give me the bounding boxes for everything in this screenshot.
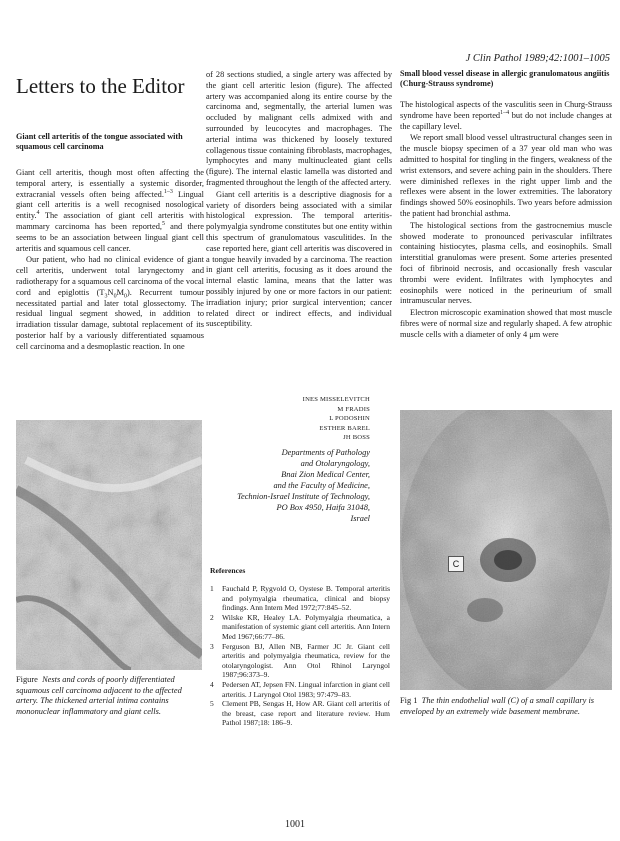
figure-electron-micrograph	[400, 410, 612, 690]
address-line: PO Box 4950, Haifa 31048,	[276, 503, 370, 512]
references-heading: References	[210, 566, 246, 575]
figure-label-c: C	[448, 556, 464, 572]
address-line: Departments of Pathology	[281, 448, 370, 457]
letter1-col1-text	[16, 168, 204, 353]
letter1-paragraph-4: Giant cell arteritis is a descriptive diagnosis for a variety of disorders being associated with a similar histological expression. The temporal arteritis-polymyalgia syndrome constitutes but one entity within this spectrum of granulomatous vasculitides. In the case reported here, giant cell arteritis was discovered in a tongue heavily invaded by a carcinoma. The reaction in giant cell arteritis, focusing as it does around the internal elastic lamina, means that the latter was possibly injured by one or more factors in our patient: irradiation injury; prior surgical intervention; cancer related direct or indirect effects, and individual susceptibility.	[206, 189, 392, 329]
author-address	[206, 447, 370, 524]
letter1-heading: Giant cell arteritis of the tongue associated with squamous cell carcinoma	[16, 132, 183, 151]
letter1-paragraph-2: Our patient, who had no clinical evidence of giant cell arteritis, underwent total laryngectomy and radiotherapy for a squamous cell carcinoma of the vocal cord and epiglottis $(T_3N_0M_0)$. Recurrent tumour necessitated partial and later total glossectomy. The residual lingual segment showed, in addition to irradiation tissular damage, subtotal replacement of its posterior half by a variously differentiated squamous cell carcinoma and a desmoplastic reaction. In one	[16, 255, 204, 351]
letter2-heading: Small blood vessel disease in allergic granulomatous angiitis (Churg-Strauss syndrome)	[400, 69, 610, 88]
letter1-paragraph-1: Giant cell arteritis, though most often affecting the temporal artery, is essentially a systemic disorder, extracranial vessels often being affected.$^{1-3}$ Lingual giant cell arteritis is a well recognised nosological entity.$^4$ The association of giant cell arteritis with mammary carcinoma has been reported,$^5$ and there seems to be an association between lingual giant cell arteritis and squamous cell cancer.	[16, 168, 204, 253]
author-name: JH BOSS	[343, 434, 370, 442]
page-number: 1001	[285, 819, 305, 830]
address-line: and Otolaryngology,	[300, 459, 370, 468]
letter2-paragraph-4: Electron microscopic examination showed that most muscle fibres were of normal size and regularly shaped. A few atrophic muscle cells with a diameter of only 4 μm were	[400, 308, 612, 339]
author-list	[206, 395, 370, 443]
figure-caption-right: Fig 1 The thin endothelial wall (C) of a small capillary is enveloped by an extremely wide basement membrane.	[400, 696, 595, 716]
address-line: Technion-Israel Institute of Technology,	[237, 492, 370, 501]
address-line: Israel	[350, 514, 370, 523]
letter1-col2-text	[206, 70, 392, 330]
address-line: Bnai Zion Medical Center,	[281, 470, 370, 479]
reference-item: 3 Ferguson BJ, Allen NB, Farmer JC Jr. Giant cell arteritis and polymyalgia rheumatica, review for the otolaryngologist. Ann Otol Rhinol Laryngol 1987;96:373–9.	[210, 641, 390, 680]
author-name: INES MISSELEVITCH	[302, 396, 370, 403]
letter2-text	[400, 100, 612, 341]
address-line: and the Faculty of Medicine,	[273, 481, 370, 490]
letter2-paragraph-2: We report small blood vessel ultrastructural changes seen in the muscle biopsy specimen of a 37 year old man who was admitted to hospital for tingling in the fingers, weakness of the wrist extensors, and severe aching pain in the shoulders. There were diminished reflexes in the right upper limb and the reflexes were absent in the lower extremities. The laboratory findings showed 50% eosinophils. Two years before admission the patient had bronchial asthma.	[400, 133, 612, 218]
letter1-paragraph-3: of 28 sections studied, a single artery was affected by the giant cell arteritic lesion (figure). The affected artery was accompanied along its entire course by the carcinoma and, segmentally, the arterial lumen was occluded by malignant cells admixed with and surrounded by leucocytes and macrophages. The arterial intima was thickened by loosely textured collagenous tissue containing fibroblasts, macrophages, lymphocytes and many multinucleated giant cells (figure). The internal elastic lamella was distorted and fragmented throughout the length of the affected artery.	[206, 70, 392, 187]
reference-item: 5 Clement PB, Sengas H, How AR. Giant cell arteritis of the breast, case report and literature review. Hum Pathol 1987;18: 186–9.	[210, 699, 390, 728]
figure-micrograph-tongue	[16, 420, 202, 670]
letter2-paragraph-3: The histological sections from the gastrocnemius muscle showed moderate to pronounced perivascular infiltrates containing histiocytes, plasma cells, and eosinophils. Small interstitial granulomas were present. Some arteries presented foci of fibrinoid necrosis, and occasionally fresh vascular thrombi were evident. Infiltrates with lymphocytes and eosinophils were noticed in the perineurium of small intramuscular nerves.	[400, 220, 612, 306]
references-list	[210, 584, 390, 728]
author-name: L PODOSHIN	[329, 415, 370, 423]
journal-citation: J Clin Pathol 1989;42:1001–1005	[465, 53, 610, 64]
reference-item: 1 Fauchald P, Rygvold O, Oystese B. Temporal arteritis and polymyalgia rheumatica, clinical and biopsy findings. Ann Intern Med 1972;77:845–52.	[210, 584, 390, 613]
author-name: M FRADIS	[337, 405, 370, 413]
electron-micrograph-texture	[400, 410, 612, 690]
micrograph-texture	[16, 420, 202, 670]
figure-caption-left: Figure Nests and cords of poorly differentiated squamous cell carcinoma adjacent to the affected artery. The thickened arterial intima contains mononuclear inflammatory and giant cells.	[16, 675, 182, 716]
section-title: Letters to the Editor	[16, 74, 185, 98]
reference-item: 4 Pedersen AT, Jepsen FN. Lingual infarction in giant cell arteritis. J Laryngol Otol 1983; 97:479–83.	[210, 679, 390, 699]
author-name: ESTHER BAREL	[319, 424, 370, 432]
reference-item: 2 Wilske KR, Healey LA. Polymyalgia rheumatica, a manifestation of systemic giant cell arteritis. Ann Intern Med 1967;66:77–86.	[210, 612, 390, 641]
letter2-paragraph-1: The histological aspects of the vasculitis seen in Churg-Strauss syndrome have been reported$^{1-4}$ but do not include changes at the capillary level.	[400, 100, 612, 131]
